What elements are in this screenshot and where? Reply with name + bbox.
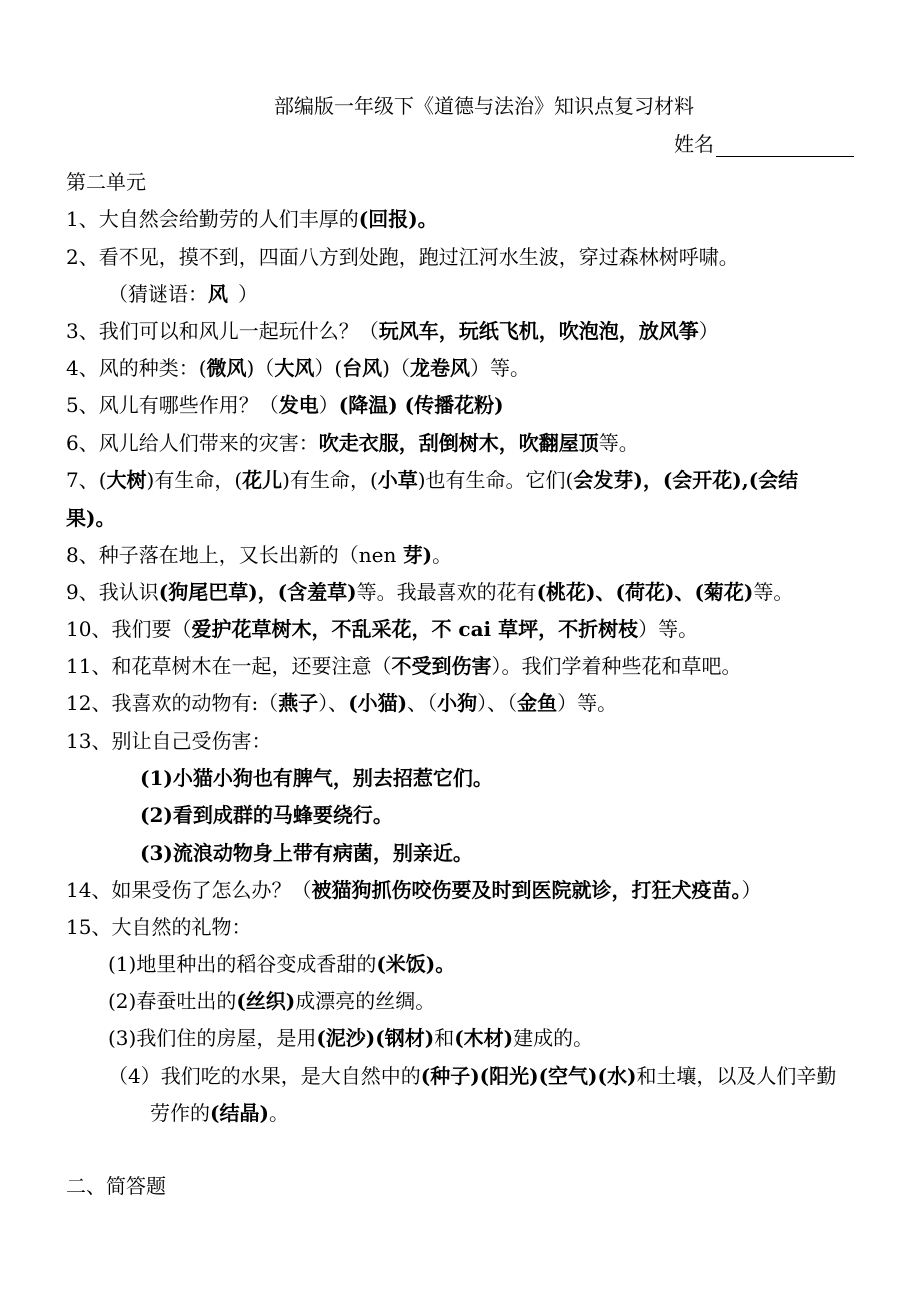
item-13-sub-2: (2)看到成群的马蜂要绕行。 xyxy=(140,803,393,827)
item-2-riddle-answer: （猜谜语：风 ） xyxy=(108,282,258,306)
item-8: 8、种子落在地上，又长出新的（nen 芽)。 xyxy=(66,543,453,567)
unit-heading: 第二单元 xyxy=(66,170,146,194)
name-field xyxy=(674,128,854,157)
item-7: 7、(大树)有生命，(花儿)有生命，(小草)也有生命。它们(会发芽)，(会开花),(会结 xyxy=(66,468,799,492)
item-13-sub-3: (3)流浪动物身上带有病菌，别亲近。 xyxy=(140,841,473,865)
item-13: 13、别让自己受伤害： xyxy=(66,729,272,753)
item-2: 2、看不见，摸不到，四面八方到处跑，跑过江河水生波，穿过森林树呼啸。 xyxy=(66,245,739,269)
item-15-sub-2: (2)春蚕吐出的(丝织)成漂亮的丝绸。 xyxy=(108,989,436,1013)
item-10: 10、我们要（爱护花草树木，不乱采花，不 cai 草坪，不折树枝）等。 xyxy=(66,617,699,641)
item-12: 12、我喜欢的动物有:（燕子）、(小猫)、（小狗）、（金鱼）等。 xyxy=(66,691,618,715)
item-14: 14、如果受伤了怎么办？（被猫狗抓伤咬伤要及时到医院就诊，打狂犬疫苗。） xyxy=(66,878,762,902)
name-label: 姓名 xyxy=(674,132,714,156)
item-9: 9、我认识(狗尾巴草)，(含羞草)等。我最喜欢的花有(桃花)、(荷花)、(菊花)等。 xyxy=(66,580,794,604)
item-15-sub-1: (1)地里种出的稻谷变成香甜的(米饭)。 xyxy=(108,952,456,976)
item-15: 15、大自然的礼物： xyxy=(66,915,252,939)
item-13-sub-1: (1)小猫小狗也有脾气，别去招惹它们。 xyxy=(140,766,493,790)
item-4: 4、风的种类：(微风)（大风）(台风)（龙卷风）等。 xyxy=(66,356,530,380)
item-15-sub-3: (3)我们住的房屋，是用(泥沙)(钢材)和(木材)建成的。 xyxy=(108,1026,594,1050)
item-15-sub-4: （4）我们吃的水果，是大自然中的(种子)(阳光)(空气)(水)和土壤，以及人们辛勤 xyxy=(108,1064,837,1088)
page-title: 部编版一年级下《道德与法治》知识点复习材料 xyxy=(274,94,694,118)
item-3: 3、我们可以和风儿一起玩什么？（玩风车，玩纸飞机，吹泡泡，放风筝） xyxy=(66,319,719,343)
item-6: 6、风儿给人们带来的灾害：吹走衣服，刮倒树木，吹翻屋顶等。 xyxy=(66,431,639,455)
item-7-continued: 果)。 xyxy=(66,506,116,530)
item-1: 1、大自然会给勤劳的人们丰厚的(回报)。 xyxy=(66,207,438,231)
section-short-answer-heading: 二、简答题 xyxy=(66,1174,166,1198)
name-blank-line xyxy=(716,136,854,157)
item-11: 11、和花草树木在一起，还要注意（不受到伤害）。我们学着种些花和草吧。 xyxy=(66,654,742,678)
item-5: 5、风儿有哪些作用？（发电）(降温) (传播花粉) xyxy=(66,393,504,417)
item-15-sub-4-continued: 劳作的(结晶)。 xyxy=(150,1101,289,1125)
